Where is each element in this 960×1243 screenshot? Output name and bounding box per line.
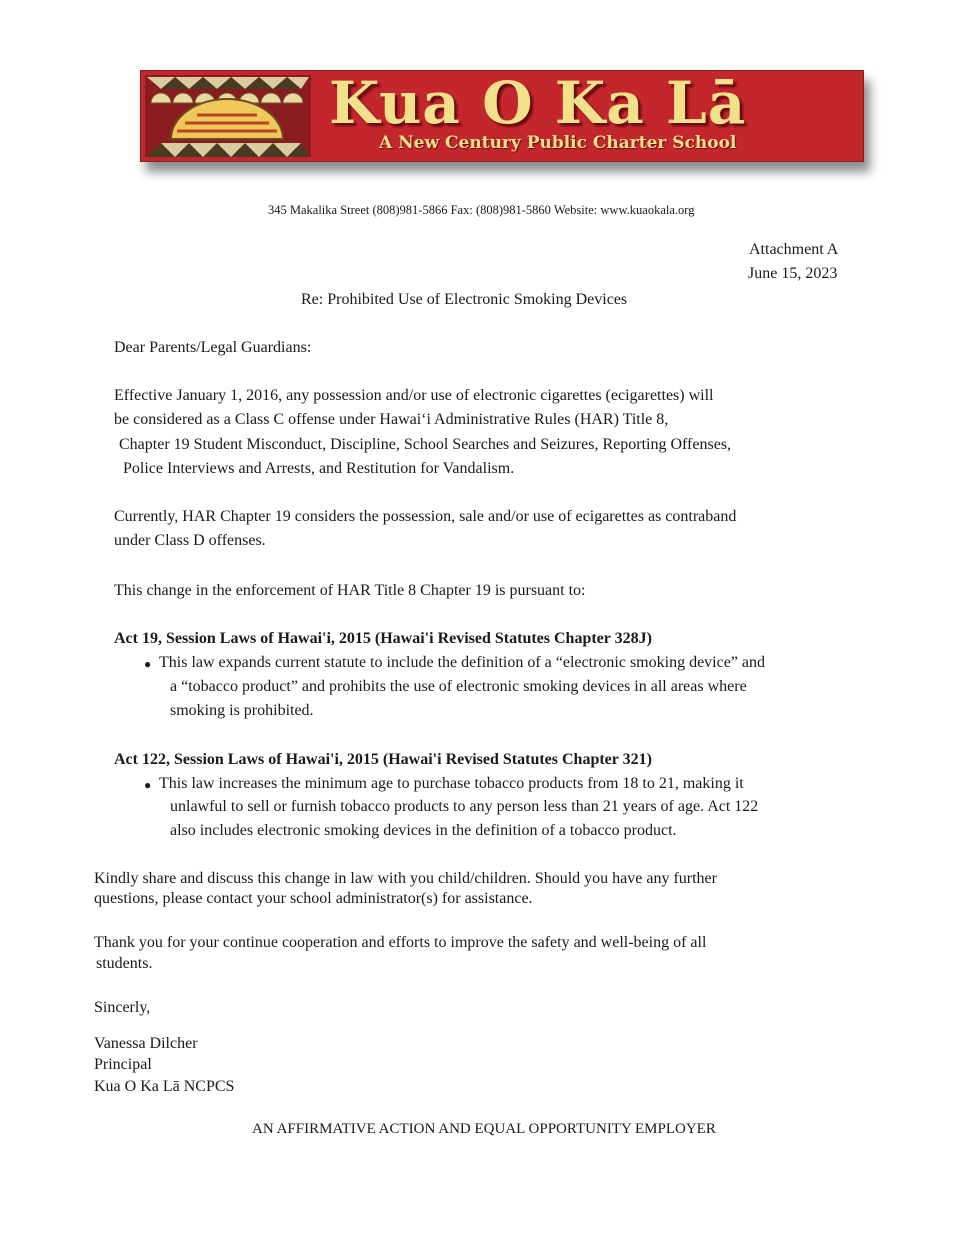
school-tagline: A New Century Public Charter School <box>379 133 737 153</box>
para2-line: Currently, HAR Chapter 19 considers the possession, sale and/or use of ecigarettes as contraband <box>114 508 737 525</box>
para4-line: Kindly share and discuss this change in law with you child/children. Should you have any further <box>94 870 717 887</box>
bullet-icon: ● <box>144 778 152 792</box>
para1-line: Chapter 19 Student Misconduct, Discipline, School Searches and Seizures, Reporting Offenses, <box>119 436 732 453</box>
para1-line: Effective January 1, 2016, any possession and/or use of electronic cigarettes (ecigarettes) will <box>114 387 714 404</box>
equal-opportunity-footer: AN AFFIRMATIVE ACTION AND EQUAL OPPORTUNITY EMPLOYER <box>252 1121 716 1137</box>
act19-bullet-line: a “tobacco product” and prohibits the use of electronic smoking devices in all areas where <box>170 678 747 695</box>
school-address: 345 Makalika Street (808)981-5866 Fax: (808)981-5860 Website: www.kuaokala.org <box>268 203 695 217</box>
para1-line: Police Interviews and Arrests, and Restitution for Vandalism. <box>123 460 515 477</box>
signer-title: Principal <box>94 1056 152 1073</box>
act19-heading: Act 19, Session Laws of Hawai'i, 2015 (Hawai'i Revised Statutes Chapter 328J) <box>114 630 652 647</box>
bullet-icon: ● <box>144 657 152 671</box>
signer-name: Vanessa Dilcher <box>94 1035 198 1052</box>
signer-org: Kua O Ka Lā NCPCS <box>94 1078 235 1095</box>
letter-subject: Re: Prohibited Use of Electronic Smoking Devices <box>301 291 628 308</box>
para3: This change in the enforcement of HAR Title 8 Chapter 19 is pursuant to: <box>114 582 586 599</box>
para4-line: questions, please contact your school administrator(s) for assistance. <box>94 890 533 907</box>
salutation: Dear Parents/Legal Guardians: <box>114 339 312 356</box>
letter-date: June 15, 2023 <box>748 265 838 282</box>
act122-bullet-line: also includes electronic smoking devices in the definition of a tobacco product. <box>170 822 677 839</box>
act122-heading: Act 122, Session Laws of Hawai'i, 2015 (Hawai'i Revised Statutes Chapter 321) <box>114 751 652 768</box>
para1-line: be considered as a Class C offense under Hawai‘i Administrative Rules (HAR) Title 8, <box>114 411 669 428</box>
act19-bullet-line: smoking is prohibited. <box>170 702 314 719</box>
act122-bullet-line: unlawful to sell or furnish tobacco products to any person less than 21 years of age. Act 122 <box>170 798 759 815</box>
attachment-label: Attachment A <box>749 241 839 258</box>
para2-line: under Class D offenses. <box>114 532 266 549</box>
school-emblem-icon <box>141 71 321 161</box>
para5-line: Thank you for your continue cooperation and efforts to improve the safety and well-being of all <box>94 934 707 951</box>
act19-bullet-line: This law expands current statute to include the definition of a “electronic smoking device” and <box>159 654 766 671</box>
para5-line: students. <box>96 955 153 972</box>
act122-bullet-line: This law increases the minimum age to purchase tobacco products from 18 to 21, making it <box>159 775 744 792</box>
letterhead-banner <box>140 70 864 162</box>
closing: Sincerly, <box>94 999 151 1016</box>
school-name: Kua O Ka Lā <box>329 69 747 137</box>
